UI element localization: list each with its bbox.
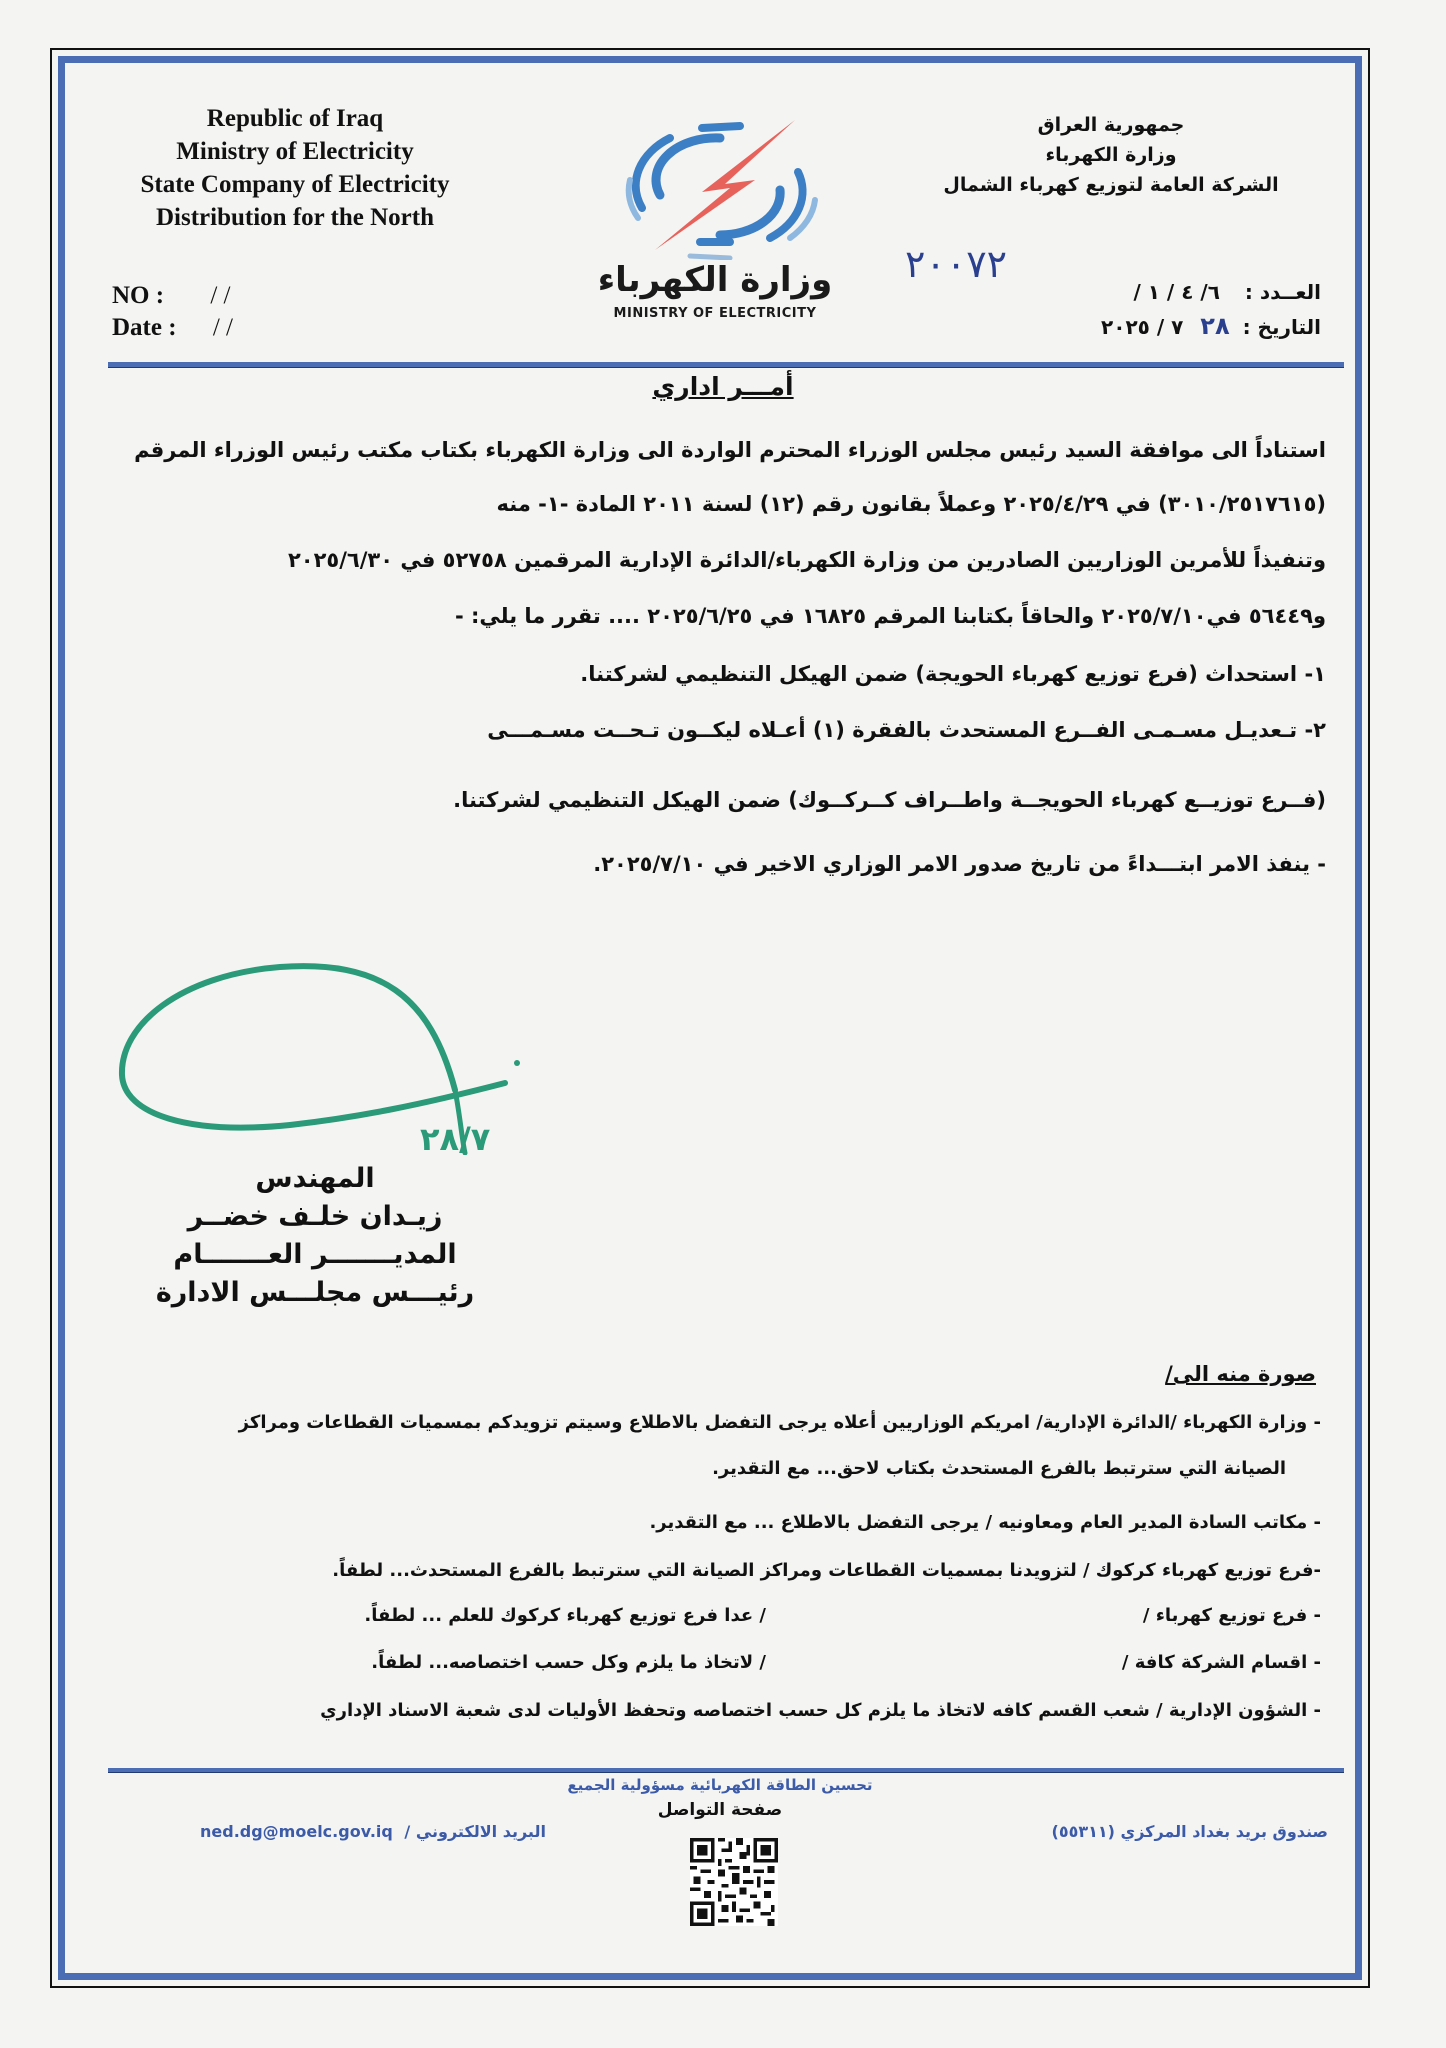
arabic-date-label: التاريخ : xyxy=(1242,315,1321,339)
english-no-field xyxy=(112,282,230,310)
footer-email xyxy=(200,1822,546,1841)
copy-recipient: - اقسام الشركة كافة / xyxy=(1121,1652,1321,1673)
copy-recipient-cont: الصيانة التي سترتبط بالفرع المستحدث بكتاب لاحق... مع التقدير. xyxy=(712,1458,1286,1479)
decision-item-2-cont: (فــرع توزيــع كهرباء الحويجــة واطــراف كــركــوك) ضمن الهيكل التنظيمي لشركتنا. xyxy=(453,788,1326,812)
copy-recipient: - وزارة الكهرباء /الدائرة الإدارية/ امريكم الوزاريين أعلاه يرجى التفضل بالاطلاع وسيتم تزويدكم بمسميات القطاعات ومراكز xyxy=(238,1412,1321,1433)
footer-po-box: صندوق بريد بغداد المركزي (٥٥٣١١) xyxy=(1051,1822,1328,1841)
signatory-board: رئيـــس مجلـــس الادارة xyxy=(155,1277,475,1308)
footer-slogan: تحسين الطاقة الكهربائية مسؤولية الجميع xyxy=(567,1776,873,1794)
arabic-letterhead xyxy=(901,110,1321,200)
signatory-block xyxy=(140,1160,490,1312)
copy-recipient-note: / عدا فرع توزيع كهرباء كركوك للعلم ... لطفاً. xyxy=(364,1605,766,1626)
logo-arabic-text: وزارة الكهرباء xyxy=(597,260,833,300)
body-line: وتنفيذاً للأمرين الوزاريين الصادرين من وزارة الكهرباء/الدائرة الإدارية المرقمين ٥٢٧٥٨ في ٢٠٢٥/٦/٣٠ xyxy=(287,548,1326,572)
lightning-rings-icon xyxy=(590,100,850,260)
qr-code-icon[interactable] xyxy=(690,1838,778,1926)
no-value: / / xyxy=(210,282,231,309)
email-address[interactable]: ned.dg@moelc.gov.iq xyxy=(200,1822,393,1841)
decision-item-2: ٢- تـعديـل مسـمـى الفــرع المستحدث بالفقرة (١) أعـلاه ليكــون تـحــت مسـمـــى xyxy=(487,718,1326,742)
footer-contact-page: صفحة التواصل xyxy=(657,1800,783,1820)
number-label: العــدد : xyxy=(1244,280,1321,304)
date-value: / / xyxy=(212,314,233,341)
copy-recipient: -فرع توزيع كهرباء كركوك / لتزويدنا بمسميات القطاعات ومراكز الصيانة التي سترتبط بالفرع المستحدث... لطفاً. xyxy=(332,1560,1321,1581)
arabic-line-company: الشركة العامة لتوزيع كهرباء الشمال xyxy=(943,174,1279,196)
arabic-line-ministry: وزارة الكهرباء xyxy=(1045,144,1177,166)
body-line: و٥٦٤٤٩ في٢٠٢٥/٧/١٠ والحاقاً بكتابنا المرقم ١٦٨٢٥ في ٢٠٢٥/٦/٢٥ .... تقرر ما يلي: - xyxy=(454,604,1326,628)
english-line-ministry: Ministry of Electricity xyxy=(176,138,414,165)
document-title: أمـــر اداري xyxy=(652,372,794,401)
copy-recipient: - الشؤون الإدارية / شعب القسم كافه لاتخاذ ما يلزم كل حسب اختصاصه وتحفظ الأوليات لدى شعبة الاسناد الإداري xyxy=(320,1700,1321,1721)
handwritten-reference-number: ٢٠٠٧٢ xyxy=(905,242,1008,286)
copy-recipient-note: / لاتخاذ ما يلزم وكل حسب اختصاصه... لطفاً. xyxy=(371,1652,766,1673)
email-label: البريد الالكتروني / xyxy=(404,1822,546,1841)
copy-recipient: - فرع توزيع كهرباء / xyxy=(1142,1605,1321,1626)
signatory-title: المهندس xyxy=(255,1163,375,1194)
decision-item-1: ١- استحداث (فرع توزيع كهرباء الحويجة) ضمن الهيكل التنظيمي لشركتنا. xyxy=(580,662,1326,686)
logo-english-text: MINISTRY OF ELECTRICITY xyxy=(613,306,817,321)
date-label: Date : xyxy=(112,314,177,341)
signatory-position: المديـــــــر العـــــــام xyxy=(173,1239,457,1270)
arabic-line-republic: جمهورية العراق xyxy=(1037,114,1185,136)
arabic-date-field xyxy=(1101,312,1321,340)
number-value: ٦/ ٤ / ١ / xyxy=(1133,280,1220,304)
arabic-date-value: ٧ / ٢٠٢٥ xyxy=(1101,315,1184,339)
header-separator xyxy=(108,362,1344,368)
footer-separator xyxy=(108,1768,1344,1773)
handwritten-initials: ٢٨/٧ xyxy=(420,1120,491,1158)
arabic-number-field xyxy=(1133,280,1321,304)
english-line-distribution: Distribution for the North xyxy=(155,204,434,231)
english-letterhead xyxy=(95,102,495,234)
copy-recipient: - مكاتب السادة المدير العام ومعاونيه / يرجى التفضل بالاطلاع ... مع التقدير. xyxy=(649,1512,1321,1533)
copies-heading: صورة منه الى/ xyxy=(1165,1362,1316,1386)
decision-effective: - ينفذ الامر ابتـــداءً من تاريخ صدور الامر الوزاري الاخير في ٢٠٢٥/٧/١٠. xyxy=(593,852,1326,876)
body-line: استناداً الى موافقة السيد رئيس مجلس الوزراء المحترم الواردة الى وزارة الكهرباء بكتاب مكتب رئيس الوزراء المرقم xyxy=(134,438,1326,462)
english-line-republic: Republic of Iraq xyxy=(206,105,384,132)
english-date-field xyxy=(112,314,233,342)
signatory-name: زيـدان خلـف خضــر xyxy=(187,1201,443,1232)
handwritten-day: ٢٨ xyxy=(1200,312,1230,340)
english-line-company: State Company of Electricity xyxy=(140,171,450,198)
no-label: NO : xyxy=(112,282,165,309)
body-line: (٣٠١٠/٢٥١٧٦١٥) في ٢٠٢٥/٤/٢٩ وعملاً بقانون رقم (١٢) لسنة ٢٠١١ المادة -١- منه xyxy=(496,492,1326,516)
